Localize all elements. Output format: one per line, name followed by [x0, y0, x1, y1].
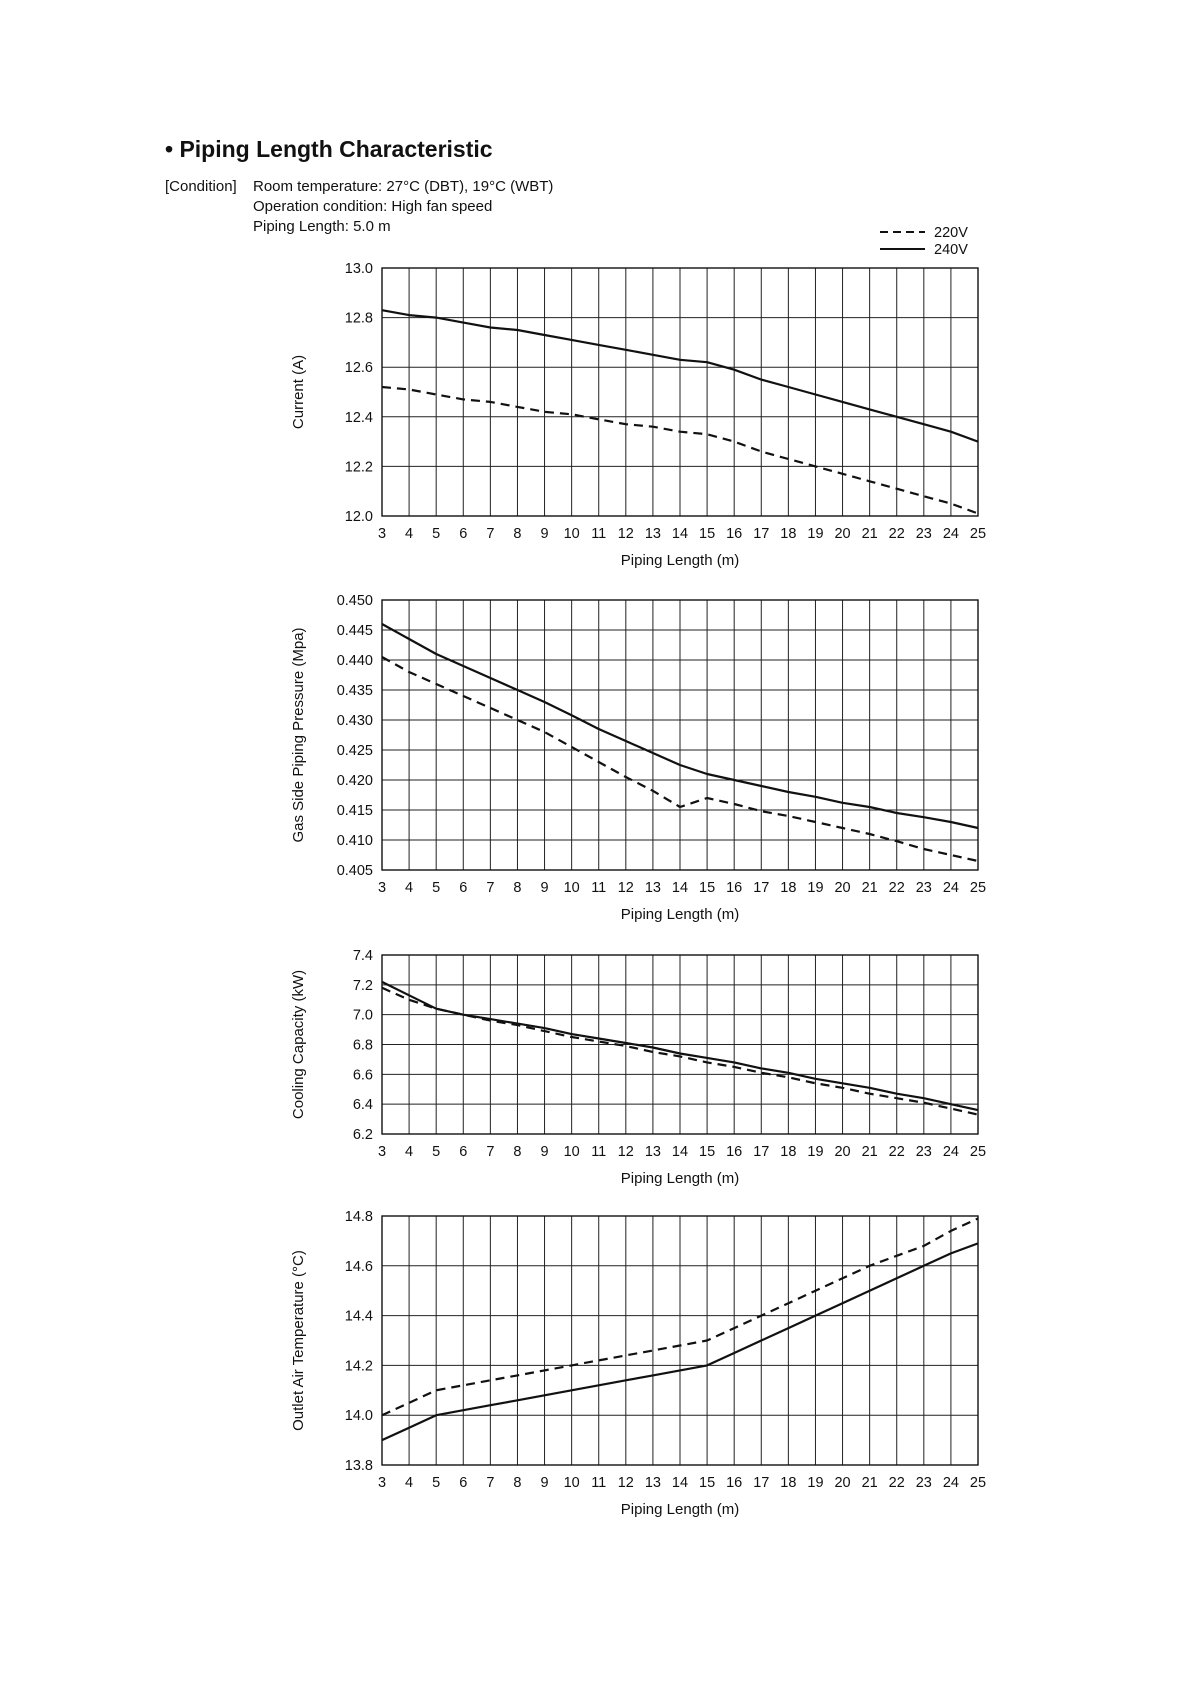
- x-tick-label: 25: [969, 1144, 987, 1160]
- y-tick-label: 12.2: [344, 459, 373, 476]
- x-tick-label: 18: [780, 880, 797, 896]
- legend-240v-label: 240V: [934, 242, 968, 258]
- chart-current: [290, 261, 986, 569]
- x-tick-label: 20: [834, 880, 851, 896]
- x-tick-label: 20: [834, 1475, 851, 1491]
- x-tick-label: 19: [807, 526, 824, 542]
- x-tick-label: 23: [915, 1144, 932, 1160]
- legend-220v-label: 220V: [934, 225, 968, 241]
- x-tick-label: 23: [915, 526, 932, 542]
- x-tick-label: 22: [888, 526, 905, 542]
- x-tick-label: 10: [563, 1475, 580, 1491]
- x-tick-label: 15: [699, 1475, 716, 1491]
- condition-label: [Condition]: [165, 178, 237, 195]
- x-tick-label: 21: [861, 880, 878, 896]
- y-tick-label: 0.445: [336, 623, 373, 639]
- y-tick-label: 6.6: [352, 1067, 373, 1084]
- x-tick-label: 3: [377, 880, 387, 896]
- x-tick-label: 13: [644, 880, 661, 896]
- x-tick-label: 12: [617, 526, 634, 542]
- x-tick-label: 14: [671, 880, 689, 896]
- y-tick-label: 14.4: [344, 1308, 373, 1325]
- x-axis-label: Piping Length (m): [620, 552, 740, 569]
- y-tick-label: 6.4: [352, 1097, 373, 1114]
- y-tick-label: 14.2: [344, 1358, 373, 1375]
- x-tick-label: 21: [861, 526, 878, 542]
- x-tick-label: 16: [726, 526, 743, 542]
- x-tick-label: 18: [780, 1475, 797, 1491]
- x-tick-label: 16: [726, 880, 743, 896]
- x-tick-label: 8: [513, 880, 522, 896]
- x-tick-label: 25: [969, 1475, 987, 1491]
- x-tick-label: 15: [699, 526, 716, 542]
- x-tick-label: 6: [459, 526, 468, 542]
- y-tick-label: 7.2: [352, 977, 373, 994]
- y-tick-label: 13.8: [344, 1458, 373, 1474]
- x-tick-label: 13: [644, 526, 661, 542]
- x-tick-label: 7: [486, 526, 495, 542]
- chart-capacity: [290, 948, 986, 1187]
- x-tick-label: 5: [432, 1475, 441, 1491]
- x-tick-label: 9: [540, 526, 549, 542]
- x-tick-label: 16: [726, 1144, 743, 1160]
- x-tick-label: 9: [540, 880, 549, 896]
- y-tick-label: 13.0: [344, 261, 373, 277]
- y-tick-label: 12.6: [344, 360, 373, 377]
- x-tick-label: 23: [915, 880, 932, 896]
- y-axis-label: Gas Side Piping Pressure (Mpa): [290, 627, 307, 843]
- x-tick-label: 10: [563, 526, 580, 542]
- x-tick-label: 14: [671, 1475, 689, 1491]
- x-tick-label: 9: [540, 1144, 549, 1160]
- x-tick-label: 8: [513, 1475, 522, 1491]
- legend: [880, 225, 968, 258]
- x-tick-label: 19: [807, 1475, 824, 1491]
- y-tick-label: 0.440: [336, 653, 373, 669]
- y-tick-label: 0.405: [336, 863, 373, 879]
- x-tick-label: 22: [888, 1144, 905, 1160]
- chart-pressure: [290, 593, 986, 923]
- x-tick-label: 11: [591, 1475, 607, 1491]
- x-tick-label: 3: [377, 526, 387, 542]
- x-tick-label: 14: [671, 526, 689, 542]
- x-tick-label: 4: [405, 1475, 414, 1491]
- x-tick-label: 18: [780, 1144, 797, 1160]
- x-tick-label: 20: [834, 1144, 851, 1160]
- x-tick-label: 12: [617, 1475, 634, 1491]
- x-tick-label: 22: [888, 880, 905, 896]
- x-tick-label: 22: [888, 1475, 905, 1491]
- y-tick-label: 0.415: [336, 803, 373, 819]
- y-tick-label: 7.0: [352, 1007, 373, 1024]
- y-axis-label: Current (A): [290, 354, 307, 430]
- x-tick-label: 11: [591, 526, 607, 542]
- y-tick-label: 0.430: [336, 713, 373, 729]
- y-tick-label: 0.410: [336, 833, 373, 849]
- x-tick-label: 24: [942, 526, 959, 542]
- x-tick-label: 10: [563, 1144, 580, 1160]
- page-title: • Piping Length Characteristic: [165, 136, 493, 162]
- x-tick-label: 7: [486, 1475, 495, 1491]
- x-tick-label: 4: [405, 526, 414, 542]
- y-tick-label: 0.425: [336, 743, 373, 759]
- y-tick-label: 0.450: [336, 593, 373, 609]
- y-tick-label: 0.435: [336, 683, 373, 699]
- x-tick-label: 24: [942, 880, 959, 896]
- x-tick-label: 19: [807, 880, 824, 896]
- x-tick-label: 15: [699, 1144, 716, 1160]
- x-tick-label: 3: [377, 1475, 387, 1491]
- x-axis-label: Piping Length (m): [620, 1501, 740, 1518]
- x-tick-label: 25: [969, 526, 987, 542]
- y-tick-label: 0.420: [336, 773, 373, 789]
- x-tick-label: 4: [405, 1144, 414, 1160]
- x-tick-label: 11: [591, 880, 607, 896]
- condition-operation: Operation condition: High fan speed: [253, 198, 493, 215]
- condition-room-temperature: Room temperature: 27°C (DBT), 19°C (WBT): [253, 178, 554, 195]
- y-axis-label: Cooling Capacity (kW): [290, 969, 307, 1120]
- y-tick-label: 12.0: [344, 509, 373, 525]
- x-tick-label: 21: [861, 1144, 878, 1160]
- x-tick-label: 8: [513, 1144, 522, 1160]
- x-tick-label: 14: [671, 1144, 689, 1160]
- y-axis-label: Outlet Air Temperature (°C): [290, 1250, 307, 1431]
- x-tick-label: 17: [753, 1144, 770, 1160]
- x-tick-label: 11: [591, 1144, 607, 1160]
- x-axis-label: Piping Length (m): [620, 1170, 740, 1187]
- x-tick-label: 13: [644, 1144, 661, 1160]
- y-tick-label: 14.6: [344, 1258, 373, 1275]
- condition-piping-length: Piping Length: 5.0 m: [253, 218, 391, 235]
- x-tick-label: 17: [753, 880, 770, 896]
- y-tick-label: 14.0: [344, 1408, 373, 1425]
- x-tick-label: 4: [405, 880, 414, 896]
- x-tick-label: 8: [513, 526, 522, 542]
- x-tick-label: 16: [726, 1475, 743, 1491]
- x-tick-label: 20: [834, 526, 851, 542]
- x-tick-label: 17: [753, 1475, 770, 1491]
- x-axis-label: Piping Length (m): [620, 906, 740, 923]
- x-tick-label: 13: [644, 1475, 661, 1491]
- x-tick-label: 5: [432, 880, 441, 896]
- x-tick-label: 7: [486, 880, 495, 896]
- x-tick-label: 24: [942, 1475, 959, 1491]
- chart-outlet-temp: [290, 1209, 986, 1518]
- x-tick-label: 23: [915, 1475, 932, 1491]
- x-tick-label: 17: [753, 526, 770, 542]
- x-tick-label: 24: [942, 1144, 959, 1160]
- y-tick-label: 14.8: [344, 1209, 373, 1225]
- x-tick-label: 19: [807, 1144, 824, 1160]
- y-tick-label: 6.2: [352, 1127, 373, 1143]
- x-tick-label: 15: [699, 880, 716, 896]
- x-tick-label: 3: [377, 1144, 387, 1160]
- x-tick-label: 6: [459, 1144, 468, 1160]
- x-tick-label: 5: [432, 526, 441, 542]
- y-tick-label: 6.8: [352, 1037, 373, 1054]
- x-tick-label: 25: [969, 880, 987, 896]
- y-tick-label: 12.8: [344, 310, 373, 327]
- x-tick-label: 9: [540, 1475, 549, 1491]
- x-tick-label: 21: [861, 1475, 878, 1491]
- x-tick-label: 12: [617, 1144, 634, 1160]
- x-tick-label: 12: [617, 880, 634, 896]
- x-tick-label: 6: [459, 880, 468, 896]
- x-tick-label: 5: [432, 1144, 441, 1160]
- x-tick-label: 18: [780, 526, 797, 542]
- x-tick-label: 6: [459, 1475, 468, 1491]
- y-tick-label: 12.4: [344, 409, 373, 426]
- y-tick-label: 7.4: [352, 948, 373, 964]
- x-tick-label: 10: [563, 880, 580, 896]
- x-tick-label: 7: [486, 1144, 495, 1160]
